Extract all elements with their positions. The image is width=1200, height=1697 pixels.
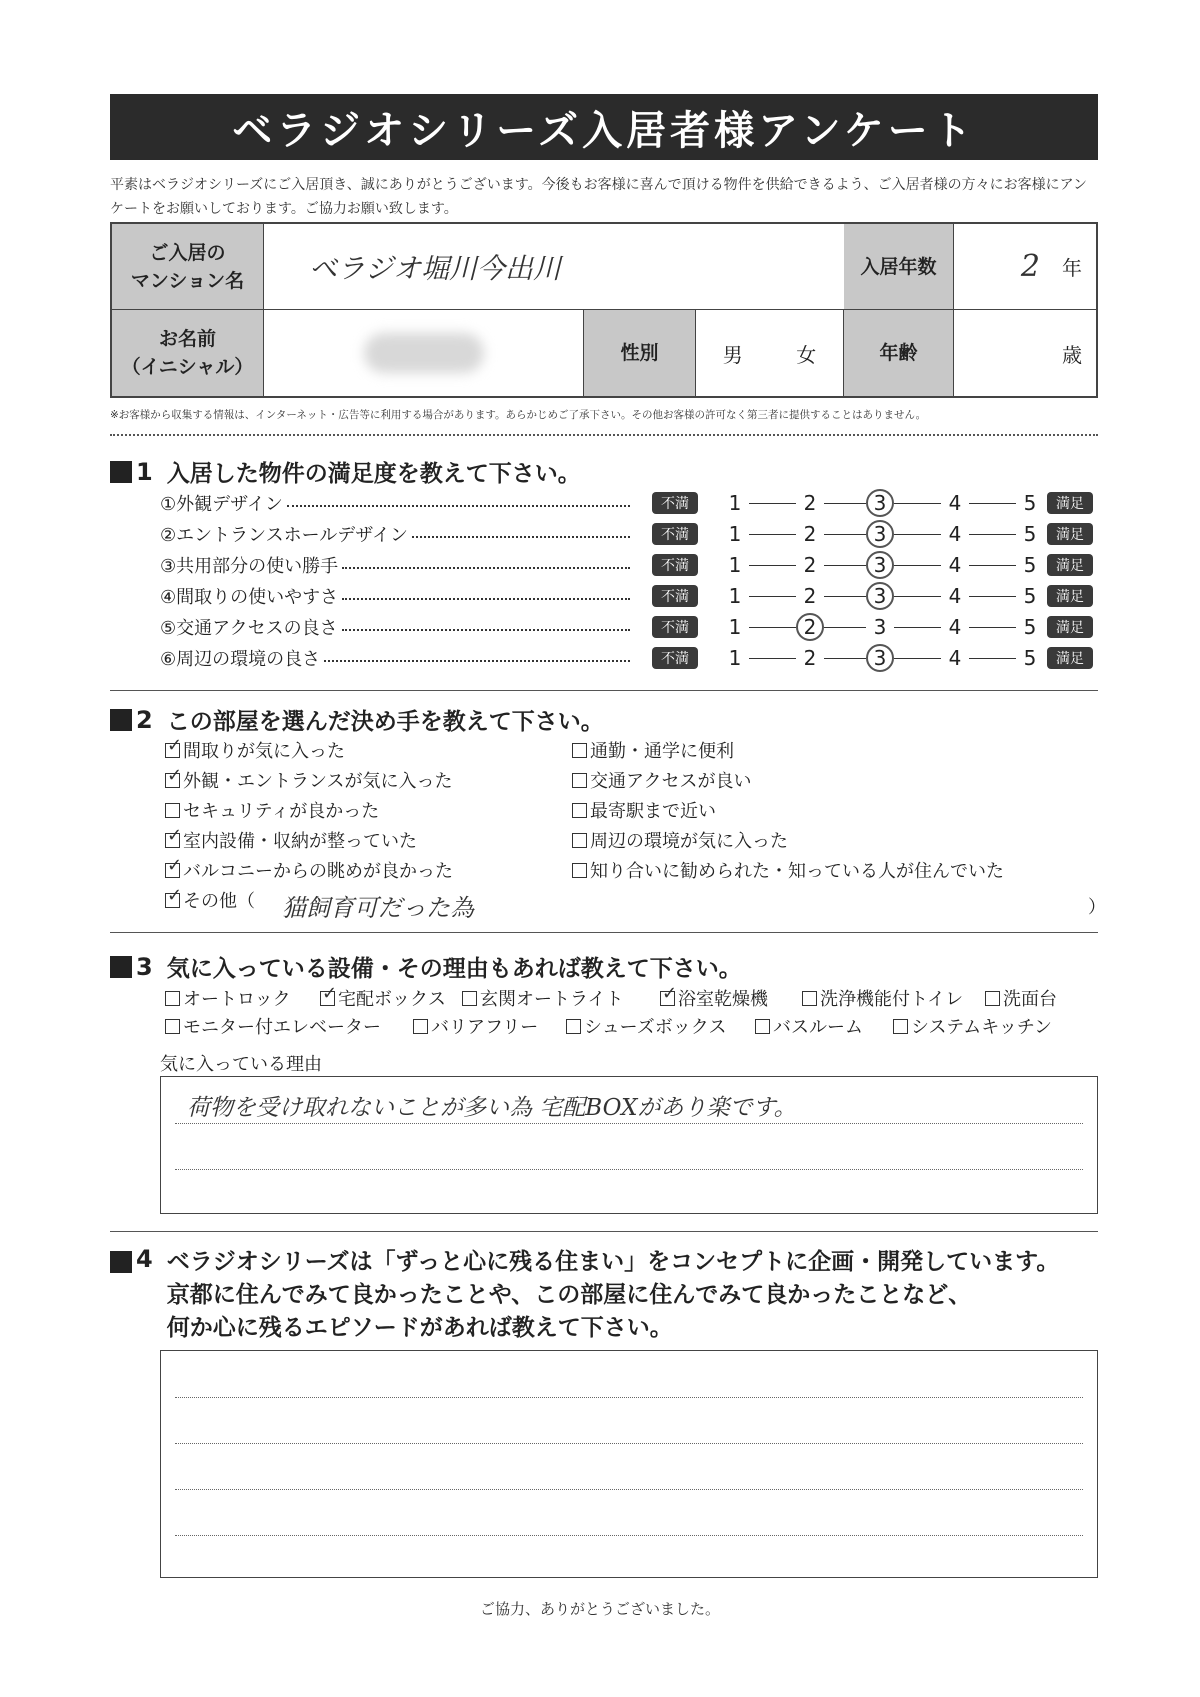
checked-box-icon[interactable] [165,833,180,848]
satisfied-badge: 満足 [1047,554,1093,576]
checkbox-option[interactable] [985,985,1057,1011]
respondent-info-table [110,222,1098,398]
selected-circle-mark [866,489,894,517]
checkbox-option[interactable] [165,1013,381,1039]
checkbox-label: 洗浄機能付トイレ [820,989,964,1010]
checkbox-option[interactable] [802,985,963,1011]
selected-circle-mark [796,613,824,641]
dissatisfied-badge: 不満 [652,647,698,669]
checkbox-icon[interactable] [462,991,477,1006]
checkbox-icon[interactable] [572,863,587,878]
mansion-name-header [112,224,264,310]
scale-option-2[interactable]: 2 [803,584,817,608]
satisfied-badge: 満足 [1047,616,1093,638]
selected-circle-mark [866,644,894,672]
rating-row [160,582,1100,610]
scale-connector [749,534,796,535]
writing-rule [175,1397,1083,1398]
selected-circle-mark [866,582,894,610]
satisfied-badge: 満足 [1047,492,1093,514]
checkbox-label: バルコニーからの眺めが良かった [183,861,453,882]
checkbox-label: シューズボックス [584,1017,727,1038]
checkbox-option[interactable] [566,1013,727,1039]
section-square-icon [110,956,132,978]
dotted-leader [342,598,630,600]
checkbox-icon[interactable] [985,991,1000,1006]
checked-box-icon[interactable] [165,863,180,878]
name-label-line1: お名前 [158,328,216,350]
dissatisfied-badge: 不満 [652,523,698,545]
checkbox-label: バリアフリー [431,1017,539,1038]
q4-title [167,1245,1060,1344]
scale-option-1[interactable]: 1 [728,615,742,639]
scale-option-5[interactable]: 5 [1023,491,1037,515]
gender-male-option[interactable]: 男 [722,342,743,367]
mansion-label-line1: ご入居の [149,241,226,264]
checkbox-option[interactable] [462,985,623,1011]
rating-label-leader [160,613,630,641]
rating-label-leader [160,489,630,517]
scale-connector [969,596,1016,597]
q3-number: 3 [136,952,153,981]
checkbox-icon[interactable] [802,991,817,1006]
scale-option-2[interactable]: 2 [803,615,817,639]
rating-item-label: ③共用部分の使い勝手 [160,552,342,578]
scale-connector [969,658,1016,659]
years-field[interactable] [954,224,1098,310]
section-square-icon [110,461,132,483]
rating-scale [705,582,1037,610]
rating-row [160,613,1100,641]
divider [110,690,1098,691]
years-header: 入居年数 [844,224,954,310]
scale-option-3[interactable]: 3 [873,646,887,670]
scale-connector [969,503,1016,504]
rating-scale [705,644,1037,672]
scale-option-3[interactable]: 3 [873,615,887,639]
scale-option-3[interactable]: 3 [873,522,887,546]
gender-field[interactable] [696,310,844,396]
checkbox-option[interactable] [165,887,255,913]
q3-title: 気に入っている設備・その理由もあれば教えて下さい。 [166,955,742,982]
rating-scale [705,551,1037,579]
checked-box-icon[interactable] [165,743,180,758]
age-unit: 歳 [1062,342,1082,367]
scale-option-2[interactable]: 2 [803,646,817,670]
writing-rule [175,1123,1083,1124]
scale-connector [749,658,796,659]
dissatisfied-badge: 不満 [652,616,698,638]
checkbox-label: 宅配ボックス [338,989,446,1010]
rating-scale [705,489,1037,517]
checkbox-label: 交通アクセスが良い [590,771,752,792]
checkbox-option[interactable] [572,797,716,823]
selected-circle-mark [866,520,894,548]
checkbox-icon[interactable] [566,1019,581,1034]
satisfied-badge: 満足 [1047,523,1093,545]
rating-item-label: ④間取りの使いやすさ [160,583,342,609]
dotted-leader [342,629,630,631]
scale-connector [894,534,941,535]
scale-connector [824,503,866,504]
scale-connector [749,627,796,628]
dotted-leader [287,505,630,507]
q4-title-line2: 京都に住んでみて良かったことや、この部屋に住んでみて良かったことなど、 [166,1281,972,1308]
checkbox-label: 外観・エントランスが気に入った [183,771,453,792]
rating-row [160,489,1100,517]
dissatisfied-badge: 不満 [652,554,698,576]
checkbox-label: 間取りが気に入った [183,741,345,762]
checkbox-label: 室内設備・収納が整っていた [183,831,417,852]
redacted-name [364,333,484,373]
scale-connector [824,658,866,659]
checkbox-label: 最寄駅まで近い [590,801,716,822]
gender-female-option[interactable]: 女 [796,342,817,367]
age-field[interactable] [954,310,1098,396]
thanks-message: ご協力、ありがとうございました。 [479,1600,720,1618]
dotted-leader [412,536,630,538]
checkbox-option[interactable] [572,767,751,793]
scale-option-2[interactable]: 2 [803,522,817,546]
q2-number: 2 [136,705,153,734]
checkbox-option[interactable] [165,767,452,793]
rating-scale [705,613,1037,641]
scale-option-3[interactable]: 3 [873,584,887,608]
privacy-note: ※お客様から収集する情報は、インターネット・広告等に利用する場合があります。あらかじめご了承下さい。その他お客様の許可なく第三者に提供することはありません。 [110,409,927,421]
checked-box-icon[interactable] [165,893,180,908]
writing-rule [175,1535,1083,1536]
checkbox-option[interactable] [165,985,291,1011]
scale-option-5[interactable]: 5 [1023,584,1037,608]
dissatisfied-badge: 不満 [652,585,698,607]
checkbox-icon[interactable] [572,833,587,848]
q4-title-line3: 何か心に残るエピソードがあれば教えて下さい。 [166,1314,673,1341]
checkbox-option[interactable] [165,827,417,853]
scale-option-1[interactable]: 1 [728,553,742,577]
q2-title: この部屋を選んだ決め手を教えて下さい。 [166,708,604,735]
dotted-leader [324,660,630,662]
years-unit: 年 [1062,256,1082,280]
scale-connector [824,534,866,535]
scale-option-3[interactable]: 3 [873,491,887,515]
scale-option-4[interactable]: 4 [948,646,962,670]
checkbox-label: 通勤・通学に便利 [590,741,734,762]
rating-row [160,520,1100,548]
checkbox-icon[interactable] [165,1019,180,1034]
scale-connector [894,627,941,628]
scale-connector [969,565,1016,566]
checkbox-label: 知り合いに勧められた・知っている人が住んでいた [590,861,1004,882]
scale-connector [894,658,941,659]
name-field[interactable] [264,310,584,396]
dissatisfied-badge: 不満 [652,492,698,514]
q3-reason-label: 気に入っている理由 [160,1054,322,1075]
rating-label-leader [160,644,630,672]
writing-rule [175,1489,1083,1490]
mansion-label-line2: マンション名 [130,269,245,292]
scale-option-2[interactable]: 2 [803,553,817,577]
scale-connector [969,627,1016,628]
scale-option-4[interactable]: 4 [948,522,962,546]
scale-option-5[interactable]: 5 [1023,615,1037,639]
survey-title: ベラジオシリーズ入居者様アンケート [110,94,1098,160]
scale-option-1[interactable]: 1 [728,646,742,670]
q1-heading [110,455,581,488]
scale-option-2[interactable]: 2 [803,491,817,515]
checkbox-option[interactable] [165,737,345,763]
checkbox-label: オートロック [183,989,291,1010]
selected-circle-mark [866,551,894,579]
q2-close-paren: ） [1088,897,1106,918]
checkbox-option[interactable] [413,1013,538,1039]
checkbox-label: その他（ [183,891,255,912]
scale-connector [749,503,796,504]
scale-option-4[interactable]: 4 [948,491,962,515]
checkbox-option[interactable] [572,857,1004,883]
checkbox-option[interactable] [572,827,788,853]
checkbox-option[interactable] [755,1013,863,1039]
checkbox-icon[interactable] [755,1019,770,1034]
scale-connector [824,565,866,566]
q4-heading [110,1245,1059,1344]
checkbox-icon[interactable] [165,803,180,818]
scale-connector [894,565,941,566]
checkbox-option[interactable] [572,737,734,763]
writing-rule [175,1443,1083,1444]
scale-option-3[interactable]: 3 [873,553,887,577]
rating-item-label: ①外観デザイン [160,490,287,516]
q3-reason-textarea[interactable] [160,1076,1098,1214]
divider [110,932,1098,933]
q1-number: 1 [136,457,153,486]
scale-option-1[interactable]: 1 [728,522,742,546]
checkbox-icon[interactable] [572,803,587,818]
rating-row [160,551,1100,579]
scale-connector [749,565,796,566]
scale-option-1[interactable]: 1 [728,491,742,515]
scale-option-5[interactable]: 5 [1023,522,1037,546]
q3-reason-text: 荷物を受け取れないことが多い為 宅配BOXがあり楽です。 [187,1095,797,1121]
checked-box-icon[interactable] [660,991,675,1006]
q4-episode-textarea[interactable] [160,1350,1098,1578]
q3-heading [110,950,742,983]
checkbox-label: システムキッチン [911,1017,1052,1038]
q2-other-text[interactable]: 猫飼育可だった為 [282,894,474,922]
checkbox-icon[interactable] [165,991,180,1006]
checkbox-icon[interactable] [413,1019,428,1034]
section-square-icon [110,1251,132,1273]
rating-item-label: ⑤交通アクセスの良さ [160,614,342,640]
gender-header: 性別 [584,310,696,396]
checkbox-option[interactable] [320,985,446,1011]
rating-item-label: ⑥周辺の環境の良さ [160,645,324,671]
scale-option-4[interactable]: 4 [948,584,962,608]
intro-text: 平素はベラジオシリーズにご入居頂き、誠にありがとうございます。今後もお客様に喜んで頂ける物件を供給できるよう、ご入居者様の方々にお客様にアンケートをお願いしております。ご協力お願い致します。 [110,177,1088,217]
checkbox-option[interactable] [165,797,379,823]
checkbox-label: 周辺の環境が気に入った [590,831,788,852]
checkbox-icon[interactable] [572,743,587,758]
scale-connector [969,534,1016,535]
rating-label-leader [160,551,630,579]
divider [110,434,1098,436]
q2-heading [110,703,604,736]
checkbox-option[interactable] [660,985,768,1011]
checkbox-label: バスルーム [773,1017,863,1038]
scale-connector [894,503,941,504]
rating-item-label: ②エントランスホールデザイン [160,521,412,547]
checkbox-icon[interactable] [572,773,587,788]
checkbox-label: 浴室乾燥機 [678,989,768,1010]
q4-number: 4 [136,1245,153,1273]
age-header: 年齢 [844,310,954,396]
rating-label-leader [160,520,630,548]
checkbox-option[interactable] [893,1013,1052,1039]
years-value: 2 [1020,249,1040,284]
dotted-leader [342,567,630,569]
scale-option-4[interactable]: 4 [948,615,962,639]
scale-connector [749,596,796,597]
rating-row [160,644,1100,672]
q1-title: 入居した物件の満足度を教えて下さい。 [166,460,581,487]
section-square-icon [110,709,132,731]
divider [110,1231,1098,1232]
scale-connector [824,627,866,628]
scale-option-1[interactable]: 1 [728,584,742,608]
checkbox-label: 玄関オートライト [480,989,624,1010]
scale-option-4[interactable]: 4 [948,553,962,577]
scale-connector [824,596,866,597]
mansion-name-value: ベラジオ堀川今出川 [309,251,562,285]
checkbox-icon[interactable] [893,1019,908,1034]
name-header [112,310,264,396]
checkbox-label: 洗面台 [1003,989,1057,1010]
scale-option-5[interactable]: 5 [1023,553,1037,577]
scale-option-5[interactable]: 5 [1023,646,1037,670]
q4-title-line1: ベラジオシリーズは「ずっと心に残る住まい」をコンセプトに企画・開発しています。 [166,1248,1060,1275]
writing-rule [175,1169,1083,1170]
checkbox-option[interactable] [165,857,453,883]
rating-label-leader [160,582,630,610]
scale-connector [894,596,941,597]
checkbox-label: モニター付エレベーター [183,1017,381,1038]
checkbox-label: セキュリティが良かった [183,801,380,822]
checked-box-icon[interactable] [320,991,335,1006]
satisfied-badge: 満足 [1047,647,1093,669]
checked-box-icon[interactable] [165,773,180,788]
satisfied-badge: 満足 [1047,585,1093,607]
name-label-line2: （イニシャル） [121,356,254,378]
rating-scale [705,520,1037,548]
